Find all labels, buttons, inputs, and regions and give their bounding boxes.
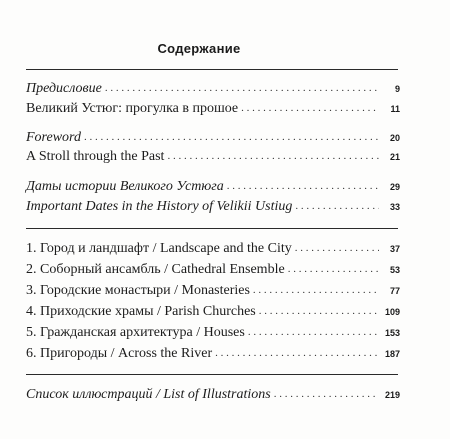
entry-label: A Stroll through the Past (26, 149, 165, 164)
page-number: 37 (389, 244, 400, 254)
toc-chapter-6[interactable] (26, 345, 400, 363)
entry-label: 2. Соборный ансамбль / Cathedral Ensemble (26, 262, 285, 277)
page-number: 219 (384, 390, 400, 400)
page-number: 187 (384, 349, 400, 359)
entry-label: 5. Гражданская архитектура / Houses (26, 325, 245, 340)
dot-leader (295, 197, 379, 215)
section-rule (26, 374, 398, 375)
toc-entry-stroll-en[interactable] (26, 148, 400, 166)
entry-label: Important Dates in the History of Velikii Ustiug (26, 199, 293, 214)
toc-entry-illustrations[interactable] (26, 386, 400, 404)
page-number: 33 (389, 202, 400, 212)
dot-leader (215, 344, 379, 362)
entry-label: 4. Приходские храмы / Parish Churches (26, 304, 256, 319)
dot-leader (84, 128, 379, 146)
page-number: 109 (384, 307, 400, 317)
entry-label: Предисловие (26, 81, 102, 96)
dot-leader (288, 260, 379, 278)
entry-label: 6. Пригороды / Across the River (26, 346, 213, 361)
page-number: 21 (389, 152, 400, 162)
toc-chapter-2[interactable] (26, 261, 400, 279)
dot-leader (105, 79, 379, 97)
section-rule (26, 228, 398, 229)
entry-label: Список иллюстраций / List of Illustrations (26, 387, 271, 402)
dot-leader (274, 385, 379, 403)
dot-leader (167, 147, 379, 165)
toc-chapter-3[interactable] (26, 282, 400, 300)
dot-leader (253, 281, 379, 299)
page-title: Содержание (157, 41, 241, 56)
toc-entry-foreword-ru[interactable] (26, 80, 400, 98)
toc-chapter-4[interactable] (26, 303, 400, 321)
toc-chapter-5[interactable] (26, 324, 400, 342)
title-rule (26, 69, 398, 70)
dot-leader (227, 177, 379, 195)
toc-chapter-1[interactable] (26, 240, 400, 258)
entry-label: 1. Город и ландшафт / Landscape and the City (26, 241, 292, 256)
page-number: 11 (390, 104, 400, 114)
page-number: 153 (384, 328, 400, 338)
entry-label: Foreword (26, 130, 81, 145)
page-number: 9 (394, 84, 400, 94)
entry-label: Даты истории Великого Устюга (26, 179, 224, 194)
page-number: 53 (389, 265, 400, 275)
toc-entry-stroll-ru[interactable] (26, 100, 400, 118)
toc-entry-dates-ru[interactable] (26, 178, 400, 196)
page-number: 77 (389, 286, 400, 296)
dot-leader (248, 323, 379, 341)
entry-label: 3. Городские монастыри / Monasteries (26, 283, 250, 298)
toc-entry-foreword-en[interactable] (26, 129, 400, 147)
dot-leader (259, 302, 379, 320)
page-number: 29 (389, 182, 400, 192)
page-number: 20 (389, 133, 400, 143)
dot-leader (241, 99, 379, 117)
dot-leader (295, 239, 379, 257)
toc-entry-dates-en[interactable] (26, 198, 400, 216)
entry-label: Великий Устюг: прогулка в прошое (26, 101, 239, 116)
